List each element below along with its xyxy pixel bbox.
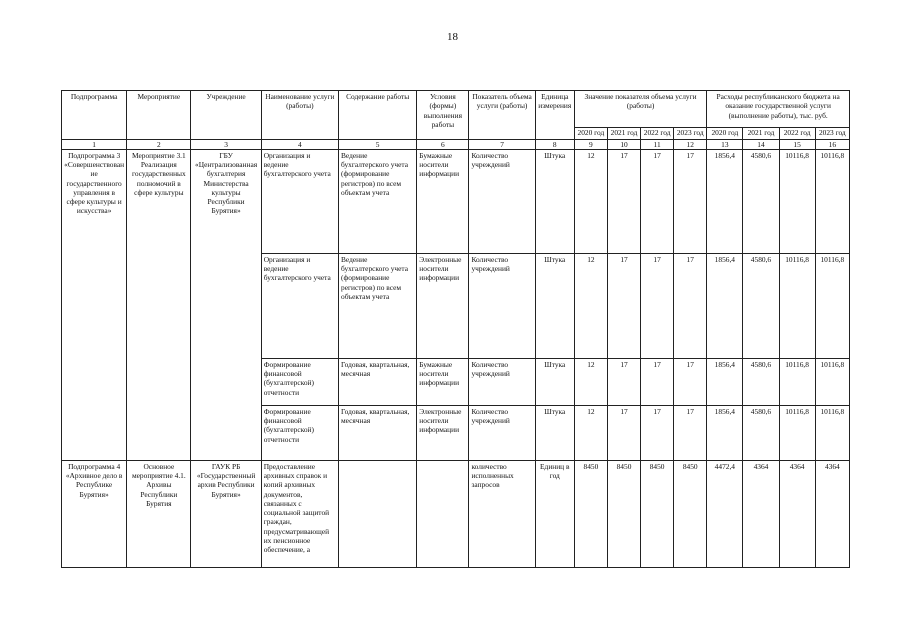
header-event: Мероприятие [127, 91, 191, 140]
budget-2022: 10116,8 [779, 253, 815, 358]
header-indicator: Показатель объема услуги (работы) [469, 91, 535, 140]
budget-2020: 4472,4 [707, 460, 743, 567]
condition-cell: Электронные носители информации [417, 405, 469, 460]
budget-2023: 10116,8 [815, 253, 849, 358]
service-cell: Формирование финансовой (бухгалтерской) отчетности [261, 358, 338, 405]
service-table [61, 90, 850, 568]
value-2023: 17 [674, 149, 707, 253]
content-cell: Годовая, квартальная, месячная [339, 405, 417, 460]
condition-cell [417, 460, 469, 567]
header-budget: Расходы республиканского бюджета на оказание государственной услуги (выполнение работы), тыс. руб. [707, 91, 850, 128]
header-unit: Единица измерения [535, 91, 574, 140]
header-budget-year-2023: 2023 год [815, 128, 849, 140]
budget-2021: 4580,6 [743, 405, 779, 460]
value-2021: 8450 [607, 460, 640, 567]
value-2023: 17 [674, 358, 707, 405]
column-number: 16 [815, 139, 849, 149]
header-service-name: Наименование услуги (работы) [261, 91, 338, 140]
content-cell: Годовая, квартальная, месячная [339, 358, 417, 405]
indicator-cell: количество исполненных запросов [469, 460, 535, 567]
column-number-row [62, 139, 850, 149]
value-2021: 17 [607, 253, 640, 358]
content-cell [339, 460, 417, 567]
indicator-cell: Количество учреждений [469, 405, 535, 460]
unit-cell: Единиц в год [535, 460, 574, 567]
budget-2022: 10116,8 [779, 405, 815, 460]
column-number: 5 [339, 139, 417, 149]
budget-2023: 10116,8 [815, 149, 849, 253]
institution-cell: ГБУ «Централизованная бухгалтерия Министерства культуры Республики Бурятия» [191, 149, 261, 460]
column-number: 10 [607, 139, 640, 149]
budget-2022: 10116,8 [779, 358, 815, 405]
column-number: 2 [127, 139, 191, 149]
column-number: 9 [574, 139, 607, 149]
value-2023: 8450 [674, 460, 707, 567]
budget-2023: 4364 [815, 460, 849, 567]
value-2022: 8450 [641, 460, 674, 567]
unit-cell: Штука [535, 149, 574, 253]
subprogram-cell: Подпрограмма 3 «Совершенствование государственного управления в сфере культуры и искусства» [62, 149, 127, 460]
unit-cell: Штука [535, 253, 574, 358]
budget-2021: 4580,6 [743, 149, 779, 253]
budget-2020: 1856,4 [707, 253, 743, 358]
value-2023: 17 [674, 405, 707, 460]
unit-cell: Штука [535, 358, 574, 405]
event-cell: Основное мероприятие 4.1. Архивы Республики Бурятия [127, 460, 191, 567]
header-year-2021: 2021 год [607, 128, 640, 140]
budget-2020: 1856,4 [707, 358, 743, 405]
header-conditions: Условия (формы) выполнения работы [417, 91, 469, 140]
header-row-main [62, 91, 850, 128]
column-number: 1 [62, 139, 127, 149]
content-cell: Ведение бухгалтерского учета (формирование регистров) по всем объектам учета [339, 253, 417, 358]
page-number: 18 [447, 31, 458, 43]
table-row [62, 149, 850, 253]
service-cell: Организация и ведение бухгалтерского учета [261, 149, 338, 253]
value-2022: 17 [641, 358, 674, 405]
indicator-cell: Количество учреждений [469, 253, 535, 358]
budget-2021: 4580,6 [743, 253, 779, 358]
institution-cell: ГАУК РБ «Государственный архив Республики Бурятия» [191, 460, 261, 567]
value-2021: 17 [607, 358, 640, 405]
value-2020: 12 [574, 253, 607, 358]
budget-2022: 4364 [779, 460, 815, 567]
header-year-2023: 2023 год [674, 128, 707, 140]
condition-cell: Бумажные носители информации [417, 358, 469, 405]
value-2023: 17 [674, 253, 707, 358]
value-2022: 17 [641, 405, 674, 460]
column-number: 15 [779, 139, 815, 149]
subprogram-cell: Подпрограмма 4 «Архивное дело в Республике Бурятия» [62, 460, 127, 567]
column-number: 11 [641, 139, 674, 149]
value-2022: 17 [641, 253, 674, 358]
column-number: 12 [674, 139, 707, 149]
budget-2023: 10116,8 [815, 358, 849, 405]
budget-2020: 1856,4 [707, 149, 743, 253]
value-2021: 17 [607, 149, 640, 253]
column-number: 8 [535, 139, 574, 149]
unit-cell: Штука [535, 405, 574, 460]
value-2021: 17 [607, 405, 640, 460]
condition-cell: Электронные носители информации [417, 253, 469, 358]
column-number: 6 [417, 139, 469, 149]
column-number: 7 [469, 139, 535, 149]
header-year-2022: 2022 год [641, 128, 674, 140]
indicator-cell: Количество учреждений [469, 149, 535, 253]
column-number: 14 [743, 139, 779, 149]
service-cell: Предоставление архивных справок и копий архивных документов, связанных с социальной защитой граждан, предусматривающей их пенсионное обеспечение, а [261, 460, 338, 567]
event-cell: Мероприятие 3.1 Реализация государственных полномочий в сфере культуры [127, 149, 191, 460]
indicator-cell: Количество учреждений [469, 358, 535, 405]
header-subprogram: Подпрограмма [62, 91, 127, 140]
column-number: 13 [707, 139, 743, 149]
table-row [62, 460, 850, 567]
header-work-content: Содержание работы [339, 91, 417, 140]
header-volume-values: Значение показателя объема услуги (работы) [574, 91, 706, 128]
budget-2021: 4364 [743, 460, 779, 567]
value-2020: 12 [574, 405, 607, 460]
service-cell: Формирование финансовой (бухгалтерской) отчетности [261, 405, 338, 460]
header-budget-year-2020: 2020 год [707, 128, 743, 140]
service-cell: Организация и ведение бухгалтерского учета [261, 253, 338, 358]
value-2020: 12 [574, 358, 607, 405]
value-2020: 8450 [574, 460, 607, 567]
budget-2021: 4580,6 [743, 358, 779, 405]
column-number: 4 [261, 139, 338, 149]
value-2022: 17 [641, 149, 674, 253]
budget-2020: 1856,4 [707, 405, 743, 460]
budget-2022: 10116,8 [779, 149, 815, 253]
header-budget-year-2021: 2021 год [743, 128, 779, 140]
budget-2023: 10116,8 [815, 405, 849, 460]
content-cell: Ведение бухгалтерского учета (формирование регистров) по всем объектам учета [339, 149, 417, 253]
value-2020: 12 [574, 149, 607, 253]
column-number: 3 [191, 139, 261, 149]
condition-cell: Бумажные носители информации [417, 149, 469, 253]
header-institution: Учреждение [191, 91, 261, 140]
header-year-2020: 2020 год [574, 128, 607, 140]
header-budget-year-2022: 2022 год [779, 128, 815, 140]
service-table-container [61, 90, 850, 568]
